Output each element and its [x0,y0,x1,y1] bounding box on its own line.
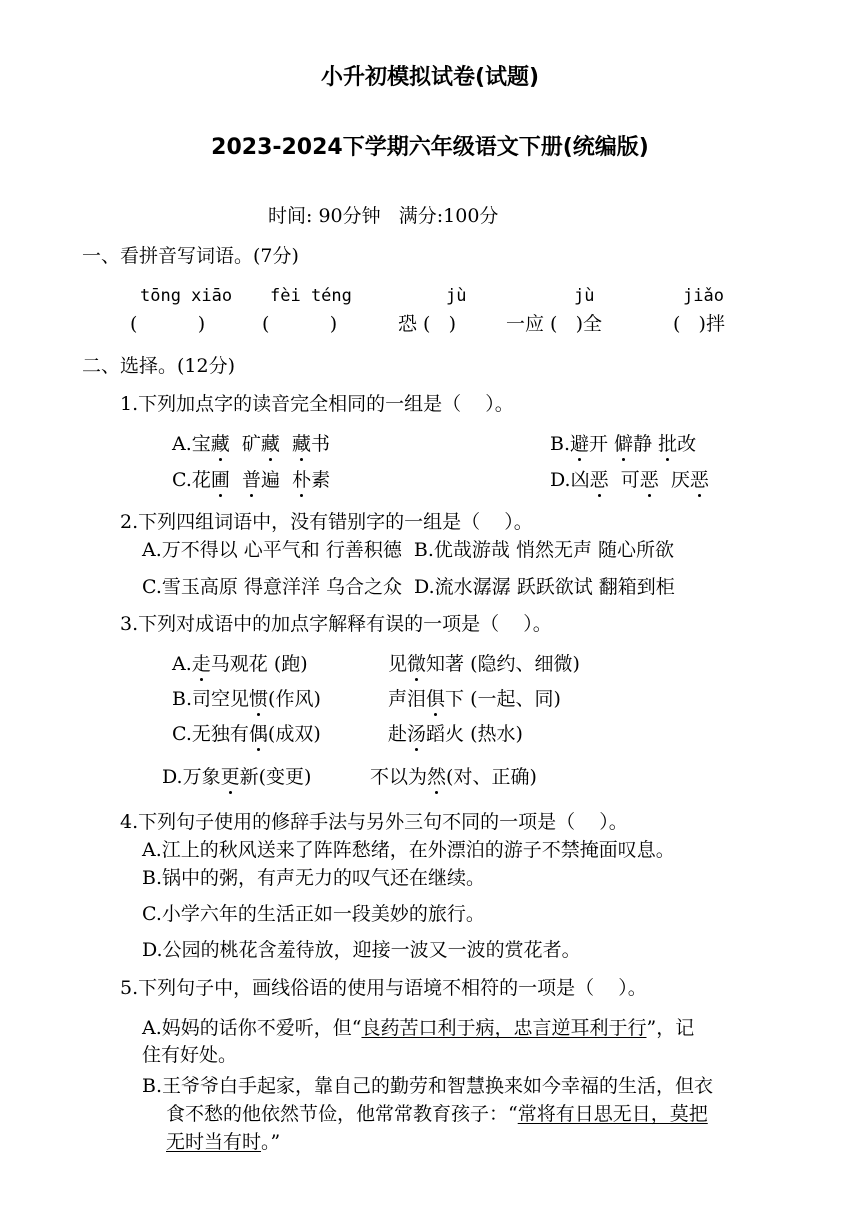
dotted-char: 藏 [210,433,230,455]
q1-option-b[interactable] [550,432,696,456]
dotted-char: 俱 [426,688,446,710]
text: 下 (一起、同) [445,688,561,710]
dotted-char: 汤 [407,723,427,745]
dotted-char: 批 [658,433,678,455]
q3-option-c-2 [388,722,523,746]
exam-meta: 时间: 90分钟 满分:100分 [268,205,499,227]
text: 知著 (隐约、细微) [426,653,580,675]
text: 食不愁的他依然节俭，他常常教育孩子：“ [166,1103,518,1125]
dotted-char: 僻 [614,433,634,455]
section2-heading: 二、选择。(12分) [82,355,236,377]
text: (对、正确) [446,766,537,788]
text: C.花 [172,469,211,491]
text: 静 [633,433,659,455]
text: 矿 [229,433,261,455]
dotted-char: 偶 [248,723,268,745]
q3-option-d[interactable] [162,765,311,789]
q3-option-d-2 [370,765,537,789]
dotted-char: 避 [570,433,590,455]
text: B. [550,433,571,455]
q5-option-a-cont: 住有好处。 [142,1044,238,1066]
answer-blank-2[interactable]: ( ) [262,313,338,335]
section1-heading: 一、看拼音写词语。(7分) [82,245,299,267]
dotted-char: 恶 [689,469,709,491]
text: (成双) [267,723,321,745]
text: 厌 [658,469,690,491]
q4-option-b[interactable]: B.锅中的粥，有声无力的叹气还在继续。 [142,867,486,889]
text: 书 [311,433,331,455]
underlined-proverb: 常将有日思无日，莫把 [517,1103,708,1125]
exam-title: 小升初模拟试卷(试题) [320,65,540,90]
q3-stem: 3.下列对成语中的加点字解释有误的一项是（ ）。 [120,613,552,635]
q2-options-line2[interactable]: C.雪玉高原 得意洋洋 乌合之众 D.流水潺潺 跃跃欲试 翻箱到柜 [142,576,675,598]
q3-option-a-2 [388,652,580,676]
text: 遍 [261,469,293,491]
text: ”，记 [646,1017,695,1039]
text: B.司空见 [172,688,250,710]
text: D.万象 [162,766,221,788]
answer-blank-1[interactable]: ( ) [130,313,206,335]
q4-stem: 4.下列句子使用的修辞手法与另外三句不同的一项是（ ）。 [120,811,628,833]
dotted-char: 朴 [292,469,312,491]
dotted-char: 恶 [589,469,609,491]
dotted-char: 藏 [260,433,280,455]
dotted-char: 更 [220,766,240,788]
text: 。” [261,1131,281,1153]
q1-stem: 1.下列加点字的读音完全相同的一组是（ ）。 [120,393,514,415]
underlined-proverb: 无时当有时 [166,1131,262,1153]
pinyin-2: fèi téng [270,286,352,306]
text: 素 [311,469,331,491]
text: A. [172,653,192,675]
exam-subtitle: 2023-2024下学期六年级语文下册(统编版) [211,135,649,160]
text: 开 [589,433,615,455]
text: 蹈火 (热水) [426,723,523,745]
dotted-char: 藏 [291,433,311,455]
text: 马观花 (跑) [210,653,308,675]
q5-stem: 5.下列句子中，画线俗语的使用与语境不相符的一项是（ ）。 [120,977,647,999]
answer-blank-5[interactable]: ( )拌 [673,313,725,335]
q4-option-a[interactable]: A.江上的秋风送来了阵阵愁绪，在外漂泊的游子不禁掩面叹息。 [142,839,675,861]
q3-option-c[interactable] [172,722,321,746]
underlined-proverb: 良药苦口利于病，忠言逆耳利于行 [361,1017,647,1039]
dotted-char: 惯 [249,688,269,710]
q2-options-line1[interactable]: A.万不得以 心平气和 行善积德 B.优哉游哉 悄然无声 随心所欲 [142,539,675,561]
text: 声泪 [388,688,427,710]
q1-option-d[interactable] [550,468,709,492]
q2-stem: 2.下列四组词语中，没有错别字的一组是（ ）。 [120,511,533,533]
q4-option-c[interactable]: C.小学六年的生活正如一段美妙的旅行。 [142,903,485,925]
q3-option-b[interactable] [172,687,321,711]
text [280,433,292,455]
text: 见 [388,653,408,675]
text: A.宝 [172,433,211,455]
text: 新(变更) [239,766,312,788]
q1-option-a[interactable] [172,432,330,456]
text: 改 [677,433,697,455]
q5-option-a[interactable] [142,1016,694,1040]
text: D.凶 [550,469,590,491]
dotted-char: 圃 [210,469,230,491]
pinyin-3: jù [446,286,467,306]
pinyin-4: jù [574,286,595,306]
pinyin-5: jiǎo [683,286,724,306]
q5-option-b[interactable]: B.王爷爷白手起家，靠自己的勤劳和智慧换来如今幸福的生活，但衣 [142,1075,714,1097]
text [230,469,242,491]
dotted-char: 然 [427,766,447,788]
dotted-char: 普 [242,469,262,491]
q1-option-c[interactable] [172,468,330,492]
q5-option-b-cont2 [166,1130,280,1154]
answer-blank-4[interactable]: 一应 ( )全 [506,313,602,335]
text: 赴 [388,723,408,745]
dotted-char: 微 [407,653,427,675]
q3-option-b-2 [388,687,561,711]
dotted-char: 走 [191,653,211,675]
q3-option-a[interactable] [172,652,308,676]
dotted-char: 恶 [639,469,659,491]
pinyin-1: tōng xiāo [140,286,233,306]
text: 可 [608,469,640,491]
text: A.妈妈的话你不爱听，但“ [142,1017,362,1039]
q4-option-d[interactable]: D.公园的桃花含羞待放，迎接一波又一波的赏花者。 [142,939,581,961]
text: 不以为 [370,766,428,788]
text: (作风) [268,688,321,710]
text: C.无独有 [172,723,249,745]
answer-blank-3[interactable]: 恐 ( ) [398,313,456,335]
q5-option-b-cont [166,1102,708,1126]
